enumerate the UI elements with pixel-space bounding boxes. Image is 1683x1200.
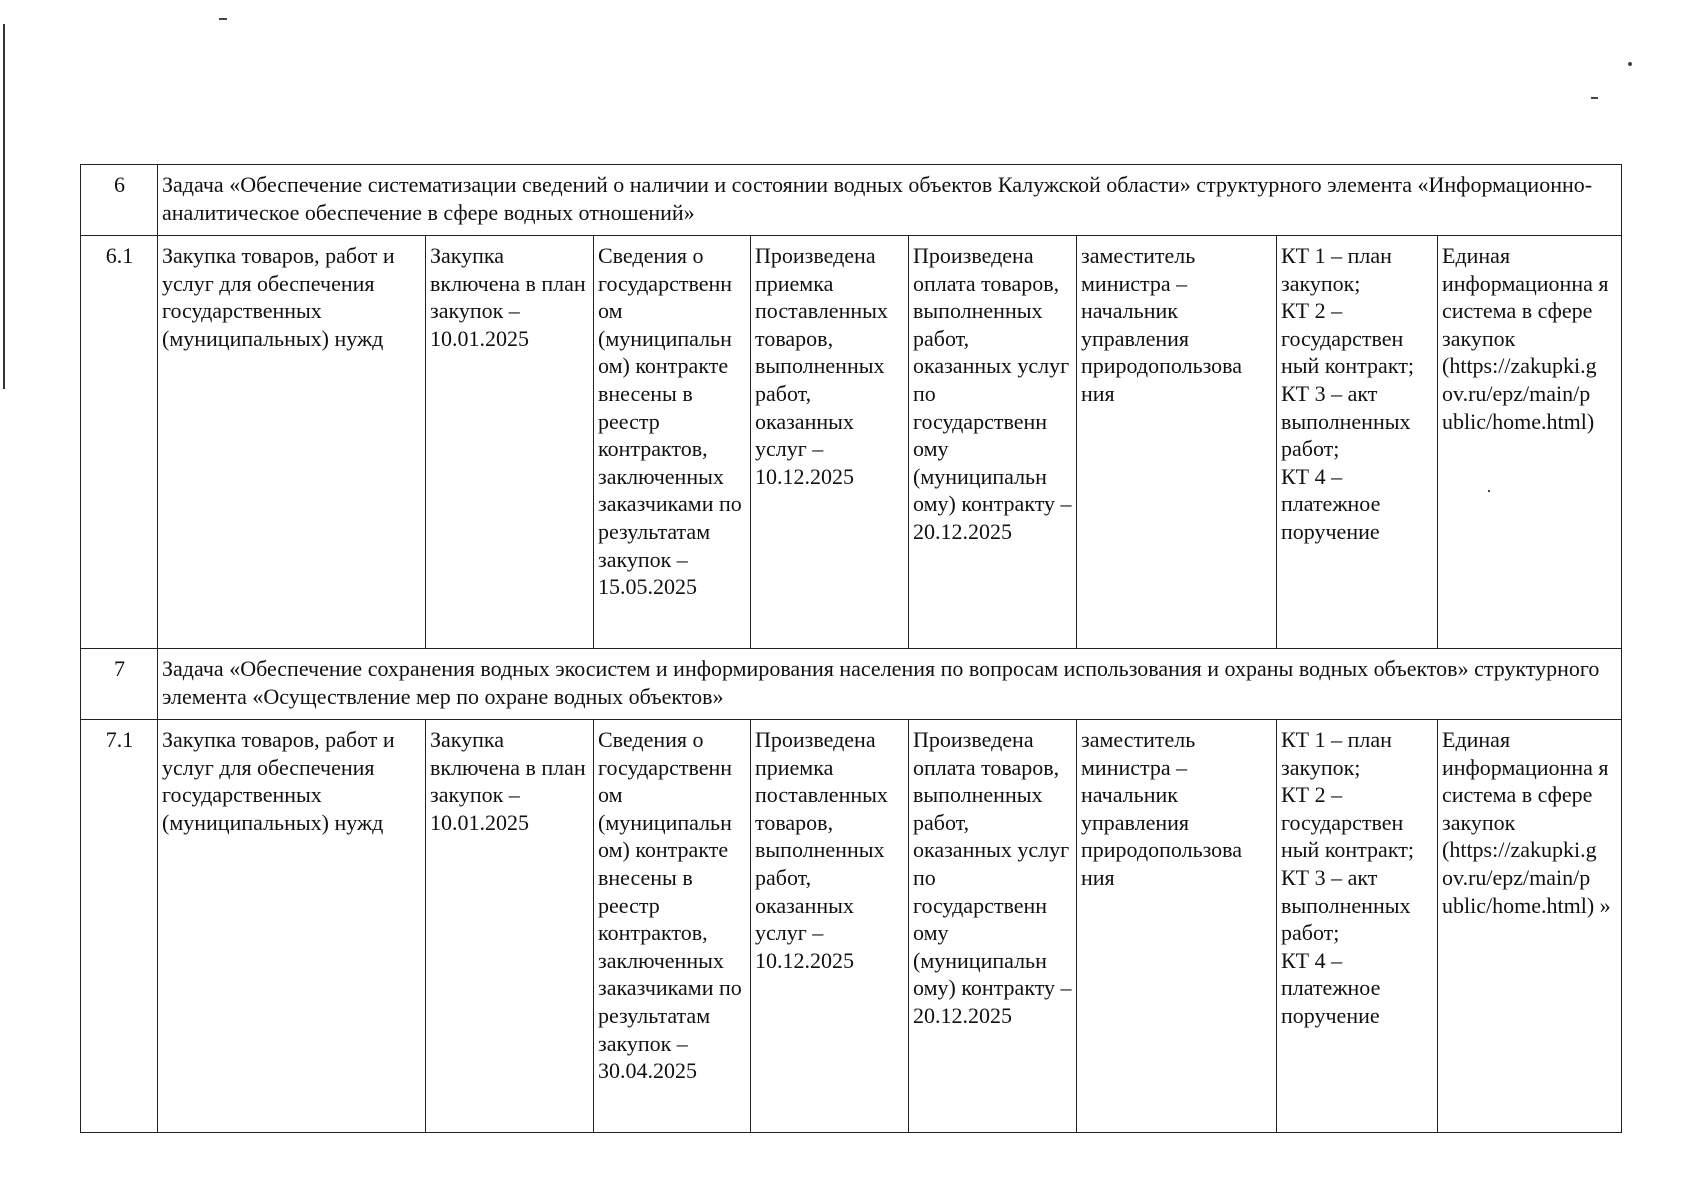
scan-speck [1628,62,1632,66]
info-system-cell: Единая информационна я система в сфере закупок (https://zakupki.g ov.ru/epz/main/p ublic/home.html) » [1438,720,1622,1133]
control-point-3-cell: Произведена приемка поставленных товаров, выполненных работ, оказанных услуг – 10.12.2025 [751,236,909,649]
control-point-2-cell: Сведения о государственн ом (муниципальн ом) контракте внесены в реестр контрактов, заключенных заказчиками по результатам закупок – 15.05.2025 [594,236,751,649]
control-point-2-cell: Сведения о государственн ом (муниципальн ом) контракте внесены в реестр контрактов, заключенных заказчиками по результатам закупок – 30.04.2025 [594,720,751,1133]
scan-margin-line [3,24,5,389]
control-point-3-cell: Произведена приемка поставленных товаров, выполненных работ, оказанных услуг – 10.12.2025 [751,720,909,1133]
table-row-item [81,236,1622,649]
task-title: Задача «Обеспечение сохранения водных экосистем и информирования населения по вопросам использования и охраны водных объектов» структурного элемента «Осуществление мер по охране водных объектов» [158,649,1622,720]
table-row-task [81,165,1622,236]
row-number: 7.1 [81,720,158,1133]
row-number: 7 [81,649,158,720]
responsible-cell: заместитель министра – начальник управления природопользова ния [1077,236,1277,649]
control-point-1-cell: Закупка включена в план закупок – 10.01.2025 [426,236,594,649]
table-row-item [81,720,1622,1133]
info-system-cell: Единая информационна я система в сфере закупок (https://zakupki.g ov.ru/epz/main/p ublic/home.html) [1438,236,1622,649]
documents-cell: КТ 1 – план закупок; КТ 2 – государствен ный контракт; КТ 3 – акт выполненных работ; КТ 4 – платежное поручение [1277,720,1438,1133]
control-points-table [80,164,1622,1133]
control-point-4-cell: Произведена оплата товаров, выполненных работ, оказанных услуг по государственн ому (муниципальн ому) контракту – 20.12.2025 [909,720,1077,1133]
control-point-1-cell: Закупка включена в план закупок – 10.01.2025 [426,720,594,1133]
event-cell: Закупка товаров, работ и услуг для обеспечения государственных (муниципальных) нужд [158,236,426,649]
event-cell: Закупка товаров, работ и услуг для обеспечения государственных (муниципальных) нужд [158,720,426,1133]
documents-cell: КТ 1 – план закупок; КТ 2 – государствен ный контракт; КТ 3 – акт выполненных работ; КТ 4 – платежное поручение [1277,236,1438,649]
row-number: 6.1 [81,236,158,649]
responsible-cell: заместитель министра – начальник управления природопользова ния [1077,720,1277,1133]
control-point-4-cell: Произведена оплата товаров, выполненных работ, оказанных услуг по государственн ому (муниципальн ому) контракту – 20.12.2025 [909,236,1077,649]
table-row-task [81,649,1622,720]
row-number: 6 [81,165,158,236]
task-title: Задача «Обеспечение систематизации сведений о наличии и состоянии водных объектов Калужской области» структурного элемента «Информационно-аналитическое обеспечение в сфере водных отношений» [158,165,1622,236]
scan-speck [1591,97,1598,99]
scan-speck [219,18,227,20]
